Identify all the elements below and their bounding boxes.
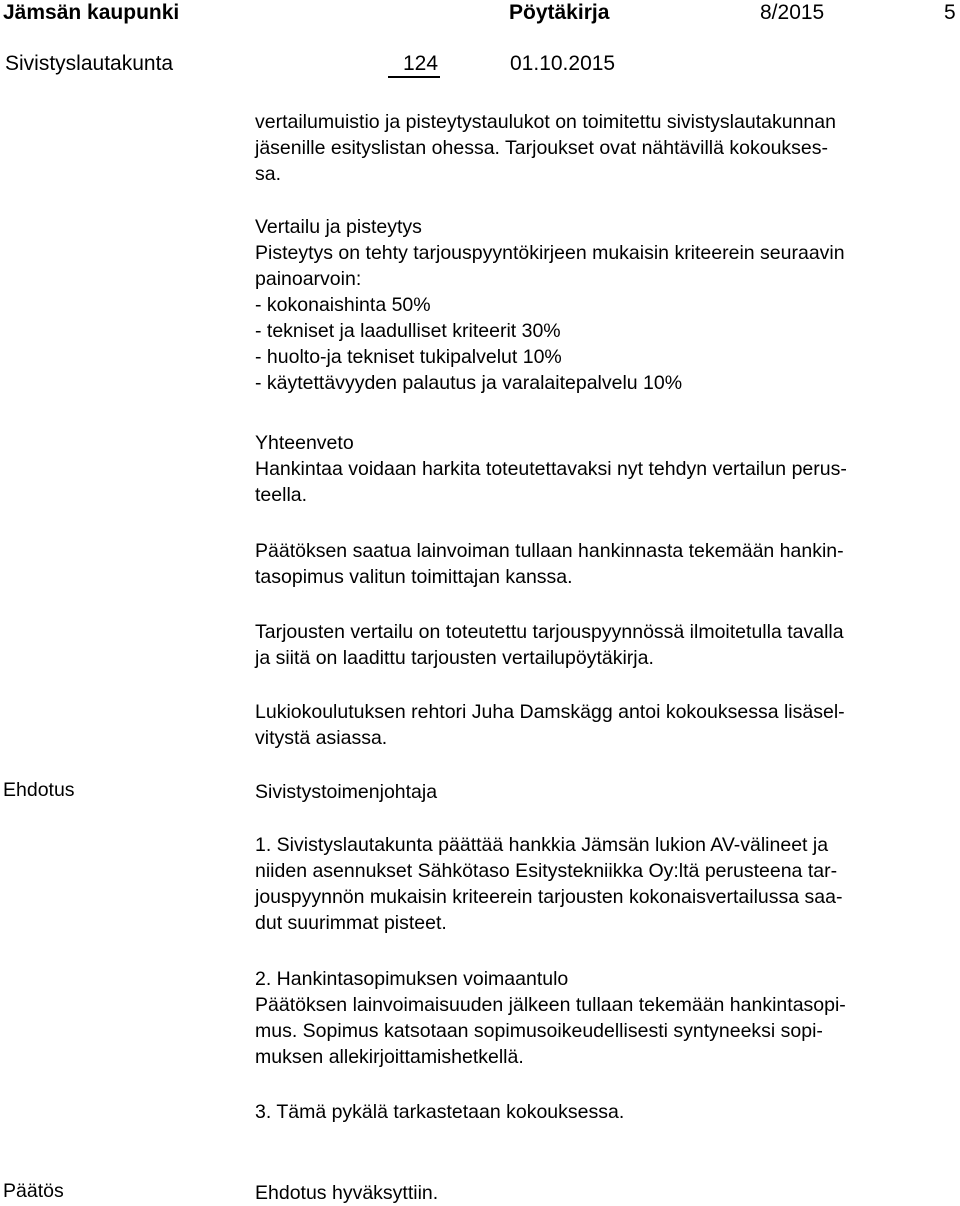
section-number: 124 [403, 52, 439, 75]
text-line: 3. Tämä pykälä tarkastetaan kokouksessa. [255, 1101, 625, 1123]
text-line: Hankintaa voidaan harkita toteutettavaksi nyt tehdyn vertailun perus- [255, 458, 847, 480]
text-line: Pisteytys on tehty tarjouspyyntökirjeen mukaisin kriteerein seuraavin [255, 242, 845, 264]
text-line: jäsenille esityslistan ohessa. Tarjoukset ovat nähtävillä kokoukses- [255, 137, 829, 159]
summary-paragraph [255, 430, 955, 508]
text-line: niiden asennukset Sähkötaso Esitystekniikka Oy:ltä perusteena tar- [255, 860, 838, 882]
decision-line: Ehdotus hyväksyttiin. [255, 1182, 439, 1204]
list-item: - kokonaishinta 50% [255, 294, 431, 316]
text-line: jouspyynnön mukaisin kriteerein tarjousten kokonaisvertailussa saa- [255, 886, 843, 908]
contract-paragraph [255, 538, 955, 590]
rector-paragraph [255, 699, 955, 751]
text-line: muksen allekirjoittamishetkellä. [255, 1046, 524, 1068]
proposal-item-3 [255, 1099, 955, 1125]
text-line: dut suurimmat pisteet. [255, 912, 447, 934]
list-item: - tekniset ja laadulliset kriteerit 30% [255, 320, 561, 342]
presenter-title: Sivistystoimenjohtaja [255, 781, 438, 803]
document-type: Pöytäkirja [509, 1, 610, 24]
text-line: Yhteenveto [255, 432, 354, 454]
proposal-label: Ehdotus [3, 779, 75, 801]
text-line: vitystä asiassa. [255, 727, 388, 749]
text-line: Vertailu ja pisteytys [255, 216, 422, 238]
text-line: Päätöksen lainvoimaisuuden jälkeen tullaan tekemään hankintasopi- [255, 994, 846, 1016]
list-item: - huolto-ja tekniset tukipalvelut 10% [255, 346, 562, 368]
proposal-item-1 [255, 832, 955, 936]
proposal-item-2 [255, 966, 955, 1070]
text-line: ja siitä on laadittu tarjousten vertailupöytäkirja. [255, 647, 654, 669]
text-line: 2. Hankintasopimuksen voimaantulo [255, 968, 569, 990]
text-line: Tarjousten vertailu on toteutettu tarjouspyynnössä ilmoitetulla tavalla [255, 621, 844, 643]
scoring-paragraph [255, 214, 955, 396]
section-number-underline [388, 76, 440, 78]
text-line: sa. [255, 163, 282, 185]
decision-label: Päätös [3, 1180, 64, 1202]
text-line: Lukiokoulutuksen rehtori Juha Damskägg antoi kokouksessa lisäsel- [255, 701, 845, 723]
document-number: 8/2015 [760, 1, 825, 24]
text-line: vertailumuistio ja pisteytystaulukot on toimitettu sivistyslautakunnan [255, 111, 836, 133]
text-line: painoarvoin: [255, 268, 362, 290]
list-item: - käytettävyyden palautus ja varalaitepalvelu 10% [255, 372, 683, 394]
text-line: Päätöksen saatua lainvoiman tullaan hankinnasta tekemään hankin- [255, 540, 844, 562]
decision-text [255, 1180, 955, 1206]
intro-paragraph [255, 109, 955, 187]
comparison-paragraph [255, 619, 955, 671]
proposal-presenter [255, 779, 955, 805]
board-name: Sivistyslautakunta [5, 52, 174, 75]
meeting-date: 01.10.2015 [510, 52, 616, 75]
text-line: tasopimus valitun toimittajan kanssa. [255, 566, 573, 588]
text-line: 1. Sivistyslautakunta päättää hankkia Jämsän lukion AV-välineet ja [255, 834, 829, 856]
text-line: mus. Sopimus katsotaan sopimusoikeudellisesti syntyneeksi sopi- [255, 1020, 823, 1042]
page-number: 5 [944, 1, 956, 24]
text-line: teella. [255, 484, 308, 506]
municipality-name: Jämsän kaupunki [3, 1, 180, 24]
